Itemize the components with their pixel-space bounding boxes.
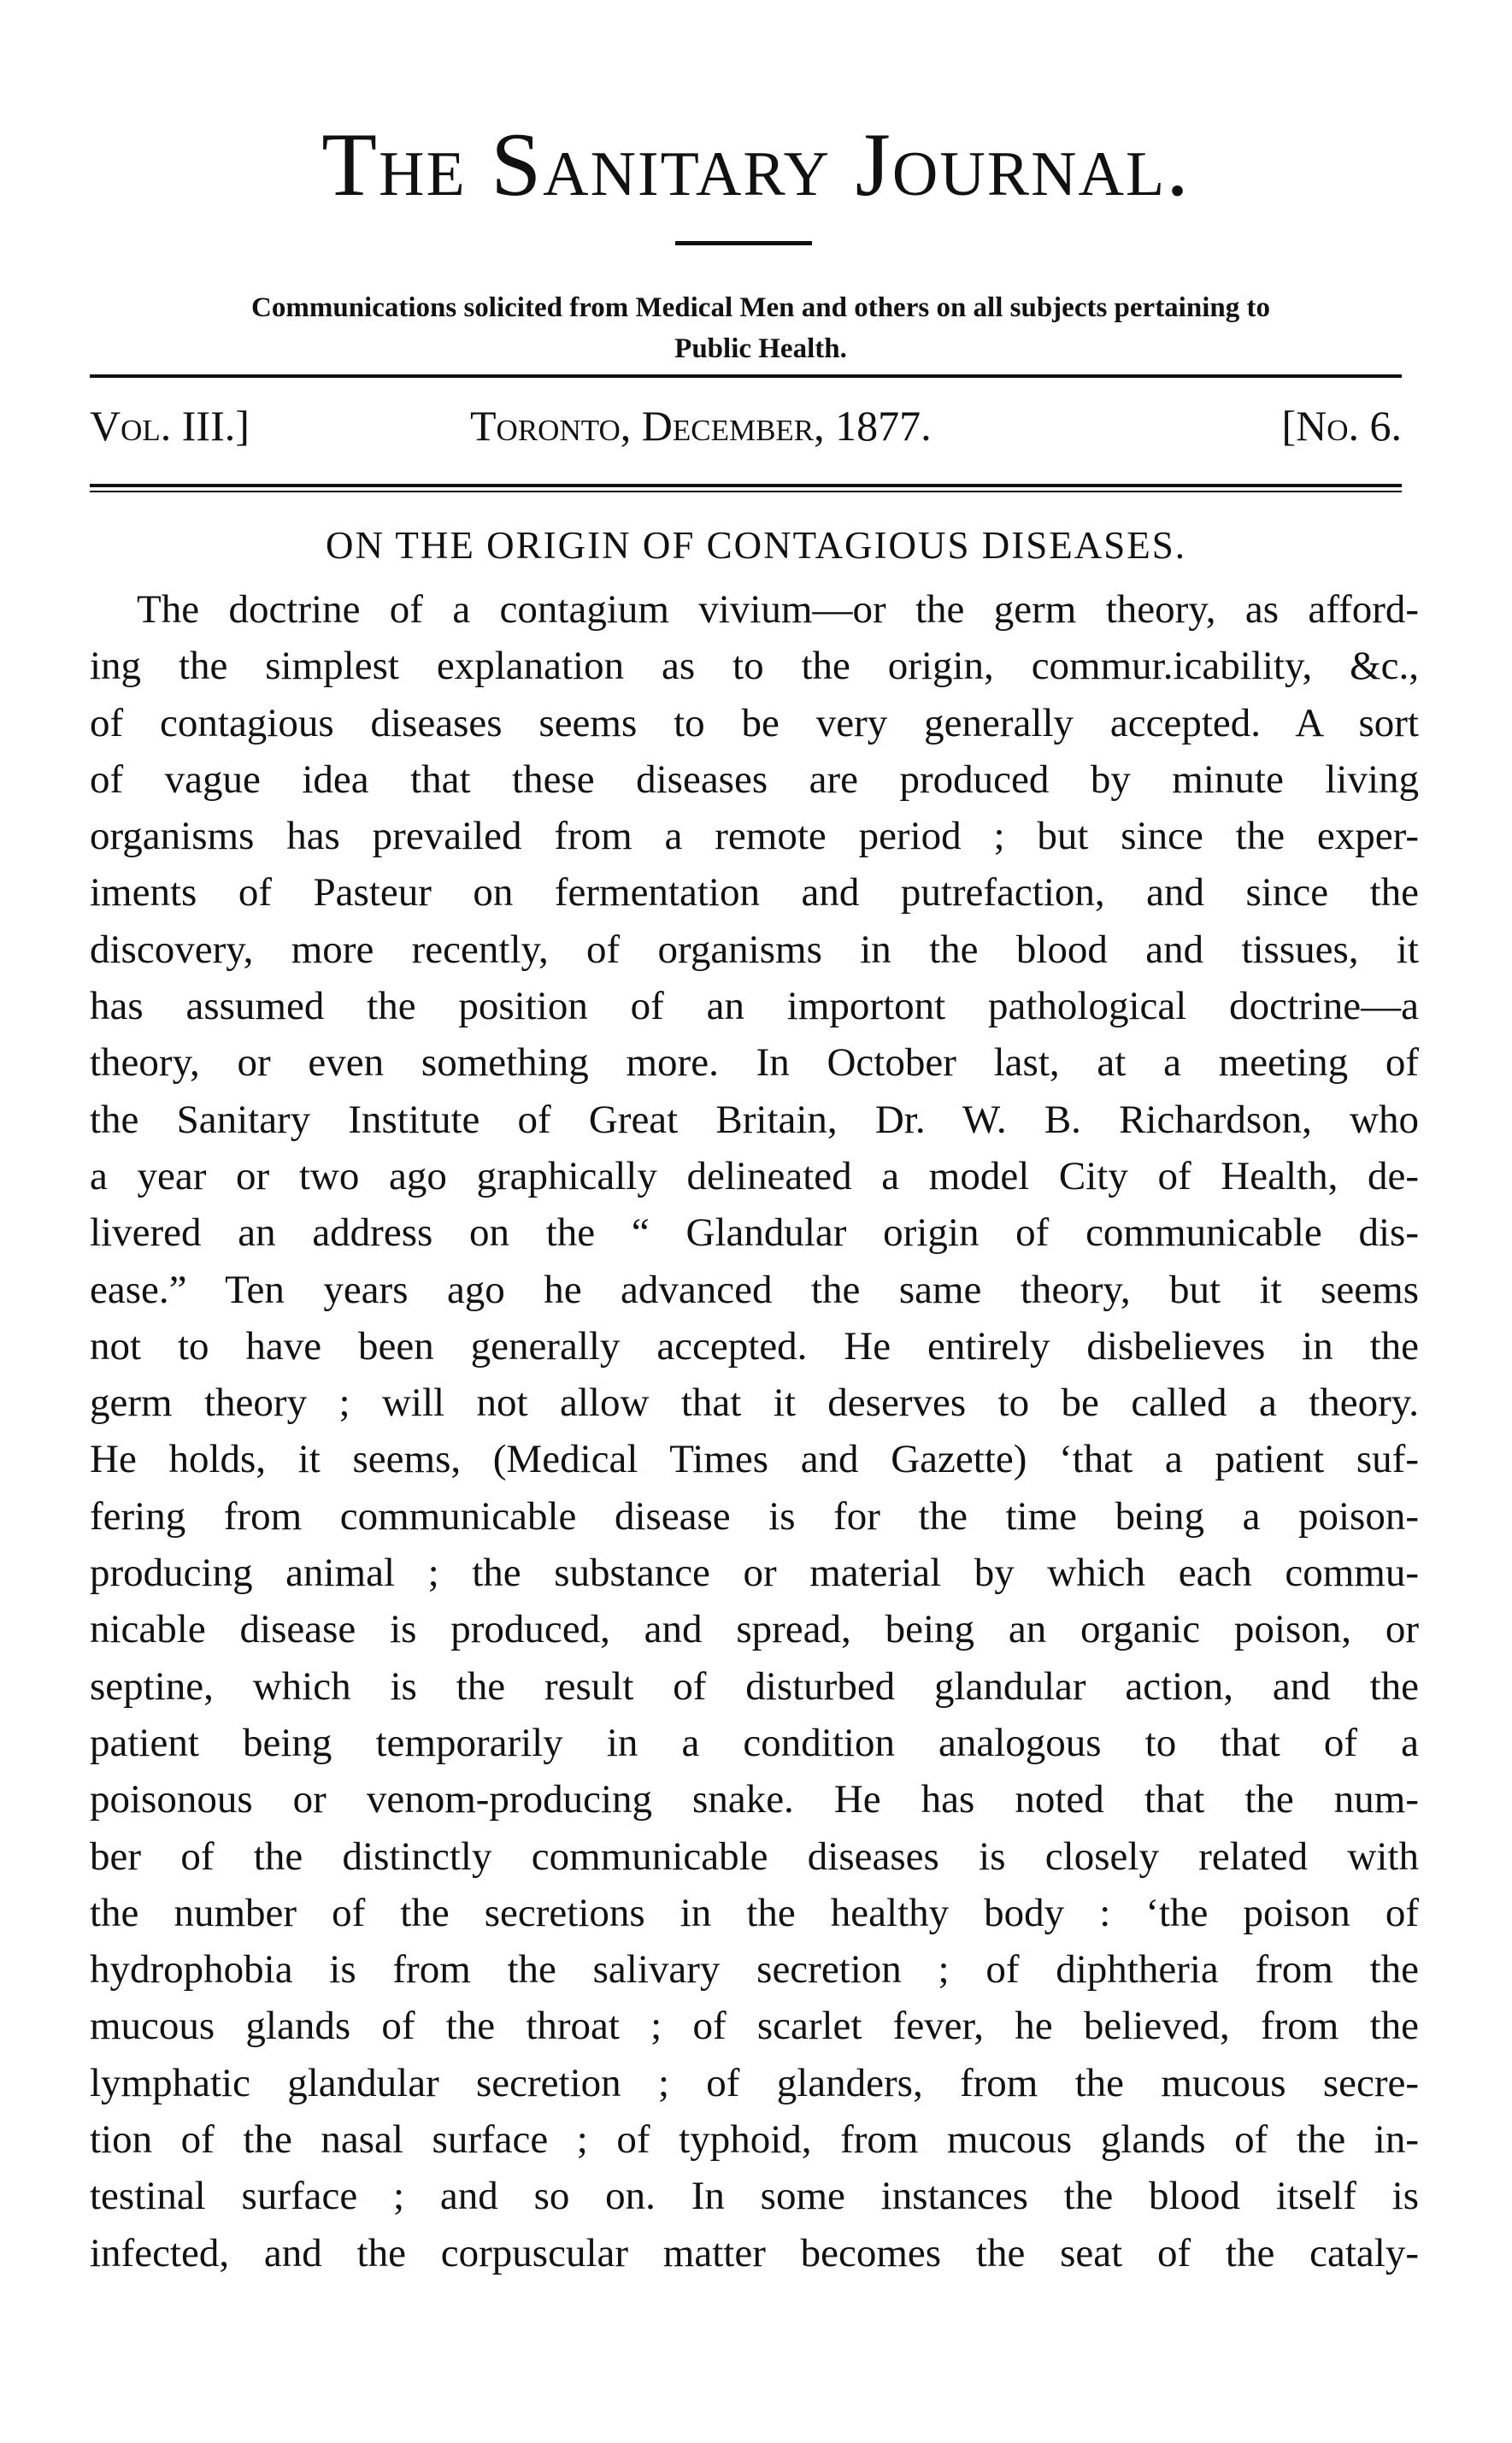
masthead-divider — [675, 241, 812, 245]
volume-label: Vol. III.] — [90, 402, 250, 450]
subtitle — [128, 287, 1393, 369]
masthead-word-sanitary: Sanitary — [491, 115, 832, 215]
issue-date: Toronto, December, 1877. — [470, 402, 932, 450]
article-line: not to have been generally accepted. He entirely disbelieves in the — [90, 1323, 1419, 1369]
subtitle-line-2: Public Health. — [674, 333, 847, 364]
article-line: ber of the distinctly communicable diseases is closely related with — [90, 1834, 1419, 1879]
article-line: patient being temporarily in a condition analogous to that of a — [90, 1720, 1419, 1765]
article-line: ease.” Ten years ago he advanced the same theory, but it seems — [90, 1267, 1419, 1312]
article-line: producing animal ; the substance or material by which each commu- — [90, 1551, 1419, 1596]
masthead-word-the: The — [321, 115, 467, 215]
article-line: ing the simplest explanation as to the origin, commur.icability, &c., — [90, 644, 1419, 689]
article-title: ON THE ORIGIN OF CONTAGIOUS DISEASES. — [325, 524, 1187, 567]
header-top-rule — [90, 374, 1402, 378]
issue-number: [No. 6. — [1281, 402, 1402, 450]
article-line: testinal surface ; and so on. In some instances the blood itself is — [90, 2174, 1419, 2219]
article-line: lymphatic glandular secretion ; of glanders, from the mucous secre- — [90, 2060, 1419, 2105]
article-line: iments of Pasteur on fermentation and putrefaction, and since the — [90, 870, 1419, 915]
article-line: discovery, more recently, of organisms in the blood and tissues, it — [90, 927, 1419, 972]
article-line: the number of the secretions in the healthy body : ‘the poison of — [90, 1890, 1419, 1935]
article-line: nicable disease is produced, and spread, being an organic poison, or — [90, 1607, 1419, 1652]
article-line: fering from communicable disease is for the time being a poison- — [90, 1493, 1419, 1539]
article-line: poisonous or venom-producing snake. He has noted that the num- — [90, 1777, 1419, 1822]
article-line: of contagious diseases seems to be very generally accepted. A sort — [90, 700, 1419, 745]
article-line: of vague idea that these diseases are produced by minute living — [90, 756, 1419, 802]
article-line: the Sanitary Institute of Great Britain, Dr. W. B. Richardson, who — [90, 1097, 1419, 1142]
masthead-word-journal: Journal. — [855, 115, 1191, 215]
article-line: livered an address on the “ Glandular origin of communicable dis- — [90, 1210, 1419, 1256]
article-line: tion of the nasal surface ; of typhoid, from mucous glands of the in- — [90, 2117, 1419, 2163]
article-line: The doctrine of a contagium vivium—or the germ theory, as afford- — [137, 587, 1419, 632]
article-line: a year or two ago graphically delineated a model City of Health, de- — [90, 1153, 1419, 1198]
masthead-title — [0, 115, 1512, 215]
subtitle-line-1: Communications solicited from Medical Men and others on all subjects pertaining to — [251, 292, 1270, 323]
article-line: has assumed the position of an importont pathological doctrine—a — [90, 984, 1419, 1029]
article-line: septine, which is the result of disturbed glandular action, and the — [90, 1663, 1419, 1709]
article-line: hydrophobia is from the salivary secretion ; of diphtheria from the — [90, 1947, 1419, 1993]
article-line: He holds, it seems, (Medical Times and Gazette) ‘that a patient suf- — [90, 1437, 1419, 1482]
article-line: germ theory ; will not allow that it deserves to be called a theory. — [90, 1380, 1419, 1426]
article-line: theory, or even something more. In October last, at a meeting of — [90, 1040, 1419, 1086]
header-bottom-rule — [90, 484, 1402, 487]
article-line: mucous glands of the throat ; of scarlet fever, he believed, from the — [90, 2004, 1419, 2049]
article-line: infected, and the corpuscular matter becomes the seat of the cataly- — [90, 2230, 1419, 2275]
article-body — [90, 581, 1419, 2281]
header-bottom-rule-thin — [90, 491, 1402, 492]
article-line: organisms has prevailed from a remote period ; but since the exper- — [90, 814, 1419, 859]
